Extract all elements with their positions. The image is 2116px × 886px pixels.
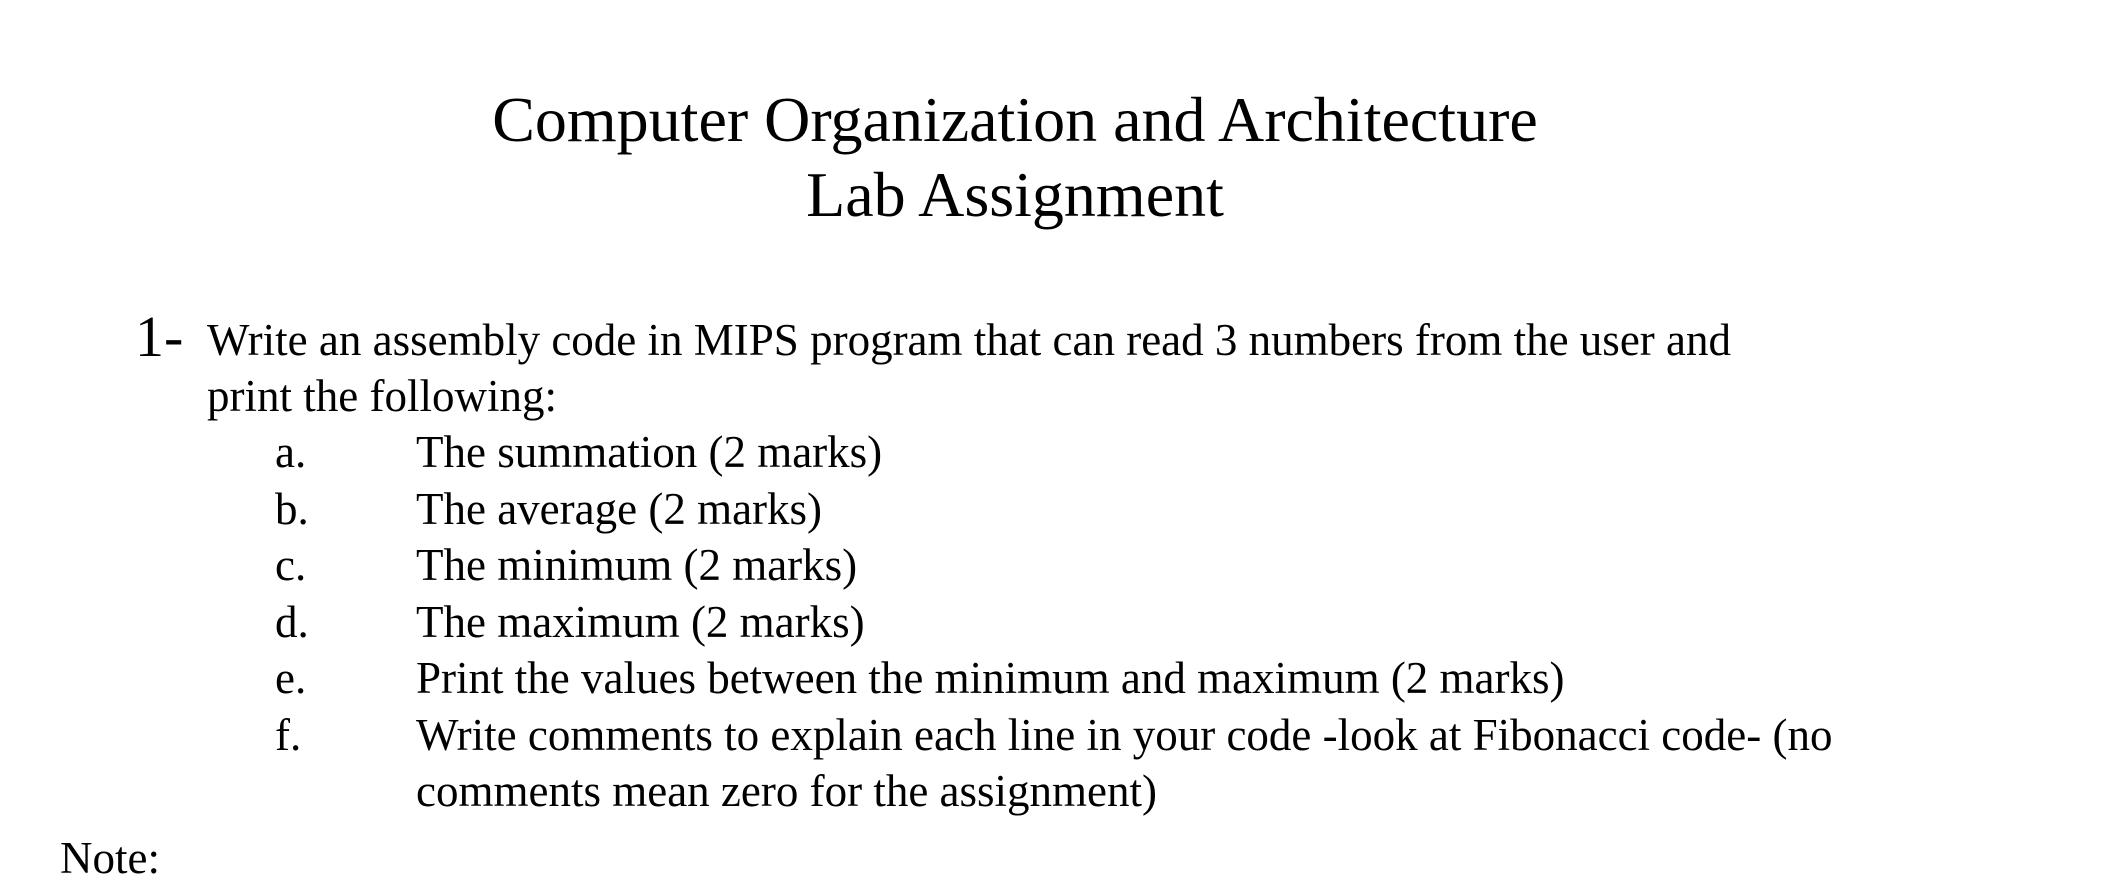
sub-question-line: The average (2 marks) <box>416 483 823 534</box>
question-number: 1- <box>135 304 184 369</box>
sub-question-text <box>416 707 1976 820</box>
question-text-line: print the following: <box>207 371 557 421</box>
sub-question-a <box>275 424 1975 481</box>
sub-question-marker: b. <box>275 483 309 534</box>
sub-question-line: Write comments to explain each line in your code -look at Fibonacci code- (no <box>416 709 1833 760</box>
sub-question-text <box>416 481 1976 538</box>
sub-question-c <box>275 537 1975 594</box>
sub-question-text <box>416 424 1976 481</box>
sub-question-marker: c. <box>275 540 307 590</box>
sub-question-line: comments mean zero for the assignment) <box>416 766 1158 816</box>
sub-question-line: Print the values between the minimum and maximum (2 marks) <box>416 653 1565 703</box>
sub-question-marker: d. <box>275 596 309 647</box>
sub-question-text <box>416 650 1976 707</box>
title-line-course: Computer Organization and Architecture <box>492 84 1538 155</box>
note-label: Note: <box>60 833 160 883</box>
sub-question-text <box>416 594 1976 651</box>
sub-question-line: The maximum (2 marks) <box>416 596 865 647</box>
sub-question-d <box>275 594 1975 651</box>
sub-question-marker: a. <box>275 427 307 477</box>
sub-question-text <box>416 537 1976 594</box>
question-text <box>207 312 2007 424</box>
title-line-assignment: Lab Assignment <box>806 159 1224 230</box>
sub-question-marker: e. <box>275 653 307 703</box>
sub-question-line: The summation (2 marks) <box>416 427 883 477</box>
sub-question-marker: f. <box>275 709 302 760</box>
sub-question-list <box>275 424 1975 820</box>
sub-question-b <box>275 481 1975 538</box>
document-title <box>0 82 2030 232</box>
sub-question-line: The minimum (2 marks) <box>416 540 858 590</box>
question-text-line: Write an assembly code in MIPS program that can read 3 numbers from the user and <box>207 315 1732 365</box>
sub-question-e <box>275 650 1975 707</box>
sub-question-f <box>275 707 1975 820</box>
